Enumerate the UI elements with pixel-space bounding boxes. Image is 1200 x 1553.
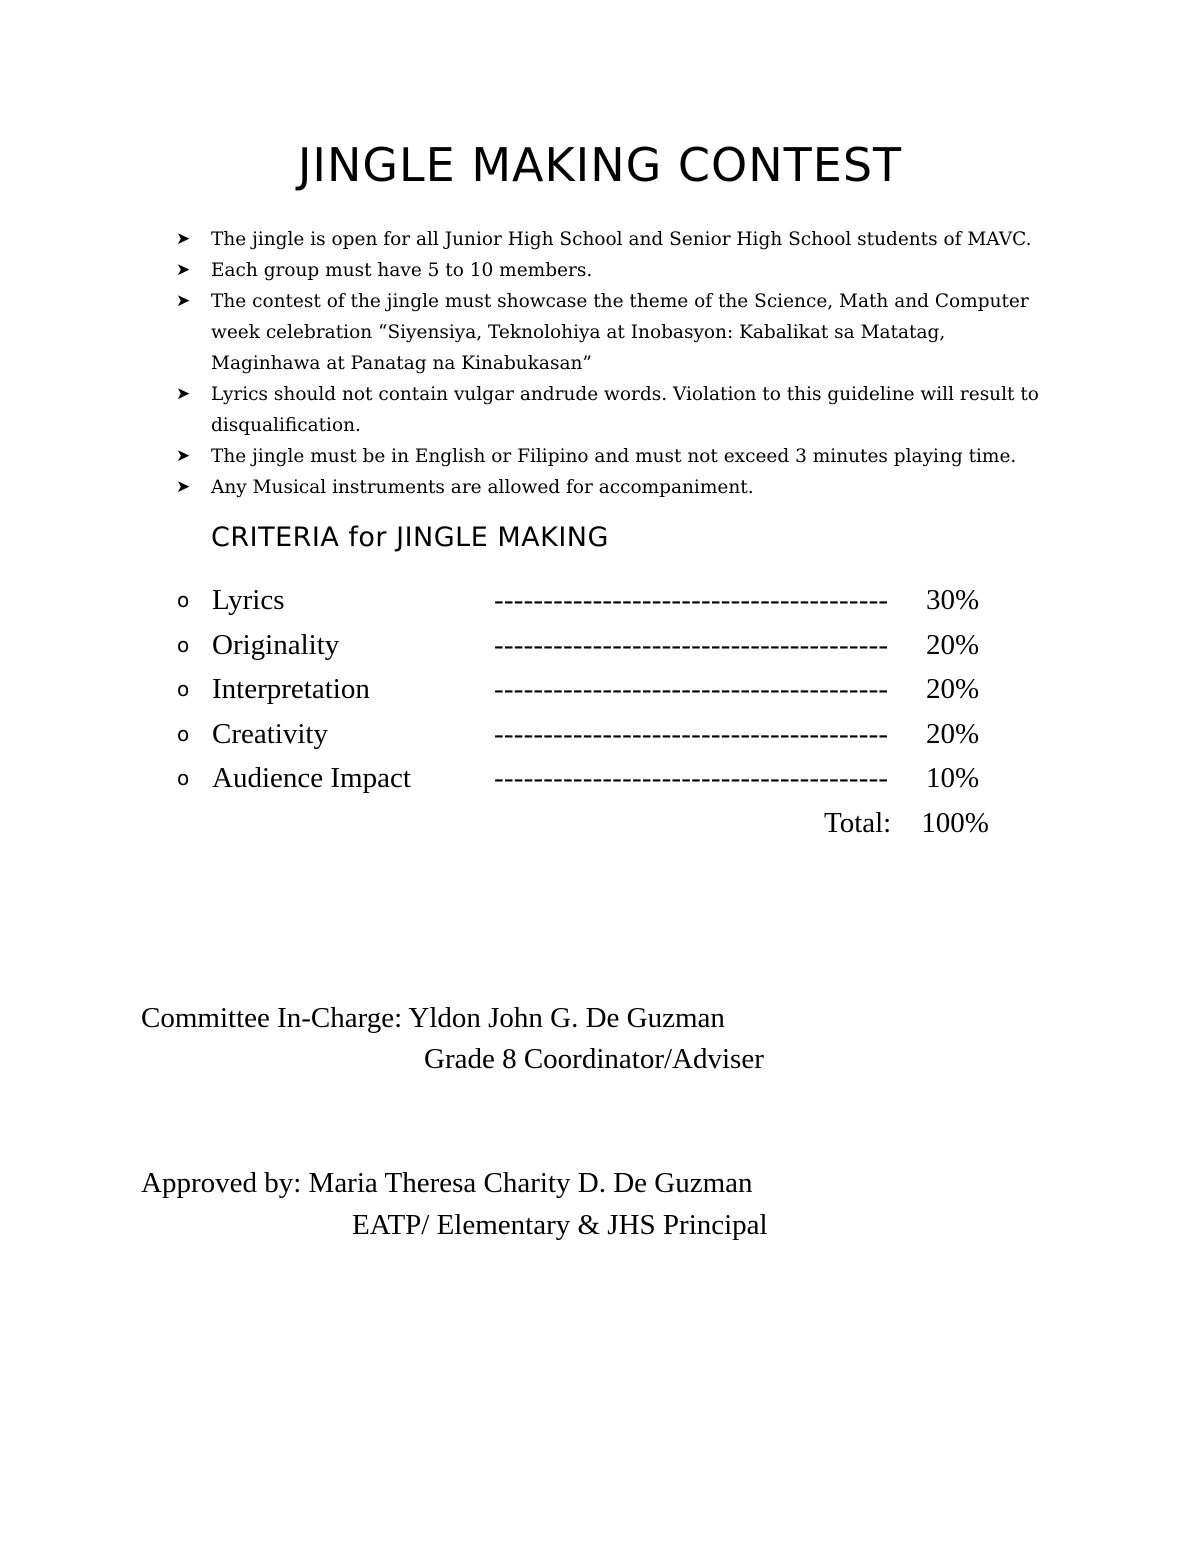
criteria-dashes: ---------------------------------------- xyxy=(494,628,889,661)
criteria-heading: CRITERIA for JINGLE MAKING xyxy=(211,522,609,553)
criteria-percent: 20% xyxy=(926,717,980,750)
rule-line: disqualification. xyxy=(211,415,361,436)
rule-item xyxy=(176,255,1076,286)
criteria-name: Lyrics xyxy=(212,584,285,616)
approved-title: EATP/ Elementary & JHS Principal xyxy=(352,1209,768,1241)
criteria-name: Audience Impact xyxy=(212,762,411,794)
rule-line: The jingle is open for all Junior High School and Senior High School students of MAVC. xyxy=(211,229,1032,250)
criteria-list xyxy=(0,584,1200,807)
committee-line: Committee In-Charge: Yldon John G. De Guzman xyxy=(141,1002,725,1034)
arrow-bullet-icon: ➤ xyxy=(176,384,191,404)
rule-line: Each group must have 5 to 10 members. xyxy=(211,260,593,281)
rule-item xyxy=(176,472,1076,503)
total-label: Total: xyxy=(824,807,892,839)
criteria-name: Interpretation xyxy=(212,673,370,705)
criteria-percent: 30% xyxy=(926,584,980,616)
rule-line: Maginhawa at Panatag na Kinabukasan” xyxy=(211,353,592,374)
arrow-bullet-icon: ➤ xyxy=(176,291,191,311)
rule-line: The jingle must be in English or Filipino and must not exceed 3 minutes playing time. xyxy=(211,446,1017,467)
criteria-percent: 20% xyxy=(926,673,980,705)
criteria-percent: 20% xyxy=(926,628,980,661)
arrow-bullet-icon: ➤ xyxy=(176,260,191,280)
rule-item xyxy=(176,441,1076,472)
criteria-percent: 10% xyxy=(926,762,980,794)
criteria-name: Creativity xyxy=(212,717,328,750)
criteria-item xyxy=(0,718,1200,763)
rule-line: Lyrics should not contain vulgar andrude words. Violation to this guideline will result to xyxy=(211,384,1039,405)
committee-title: Grade 8 Coordinator/Adviser xyxy=(424,1043,764,1075)
criteria-item xyxy=(0,629,1200,674)
rule-item xyxy=(176,286,1076,379)
criteria-item xyxy=(0,762,1200,807)
arrow-bullet-icon: ➤ xyxy=(176,446,191,466)
rule-line: Any Musical instruments are allowed for accompaniment. xyxy=(211,477,754,498)
rule-item xyxy=(176,379,1076,441)
criteria-dashes: ---------------------------------------- xyxy=(494,584,889,616)
criteria-name: Originality xyxy=(212,628,340,661)
rule-line: week celebration “Siyensiya, Teknolohiya at Inobasyon: Kabalikat sa Matatag, xyxy=(211,322,946,343)
circle-bullet-icon: o xyxy=(177,721,190,746)
criteria-item xyxy=(0,584,1200,629)
rule-item xyxy=(176,224,1076,255)
rule-line: The contest of the jingle must showcase the theme of the Science, Math and Computer xyxy=(211,291,1029,312)
arrow-bullet-icon: ➤ xyxy=(176,477,191,497)
circle-bullet-icon: o xyxy=(177,588,190,612)
criteria-dashes: ---------------------------------------- xyxy=(494,762,889,794)
circle-bullet-icon: o xyxy=(177,677,190,701)
circle-bullet-icon: o xyxy=(177,766,190,790)
total-row xyxy=(824,807,989,840)
rules-list xyxy=(176,224,1076,503)
approved-line: Approved by: Maria Theresa Charity D. De Guzman xyxy=(141,1167,753,1199)
criteria-dashes: ---------------------------------------- xyxy=(494,673,889,705)
total-value: 100% xyxy=(921,807,989,839)
arrow-bullet-icon: ➤ xyxy=(176,229,191,249)
circle-bullet-icon: o xyxy=(177,632,190,657)
page-title: JINGLE MAKING CONTEST xyxy=(297,138,903,192)
criteria-dashes: ---------------------------------------- xyxy=(494,717,889,750)
criteria-item xyxy=(0,673,1200,718)
